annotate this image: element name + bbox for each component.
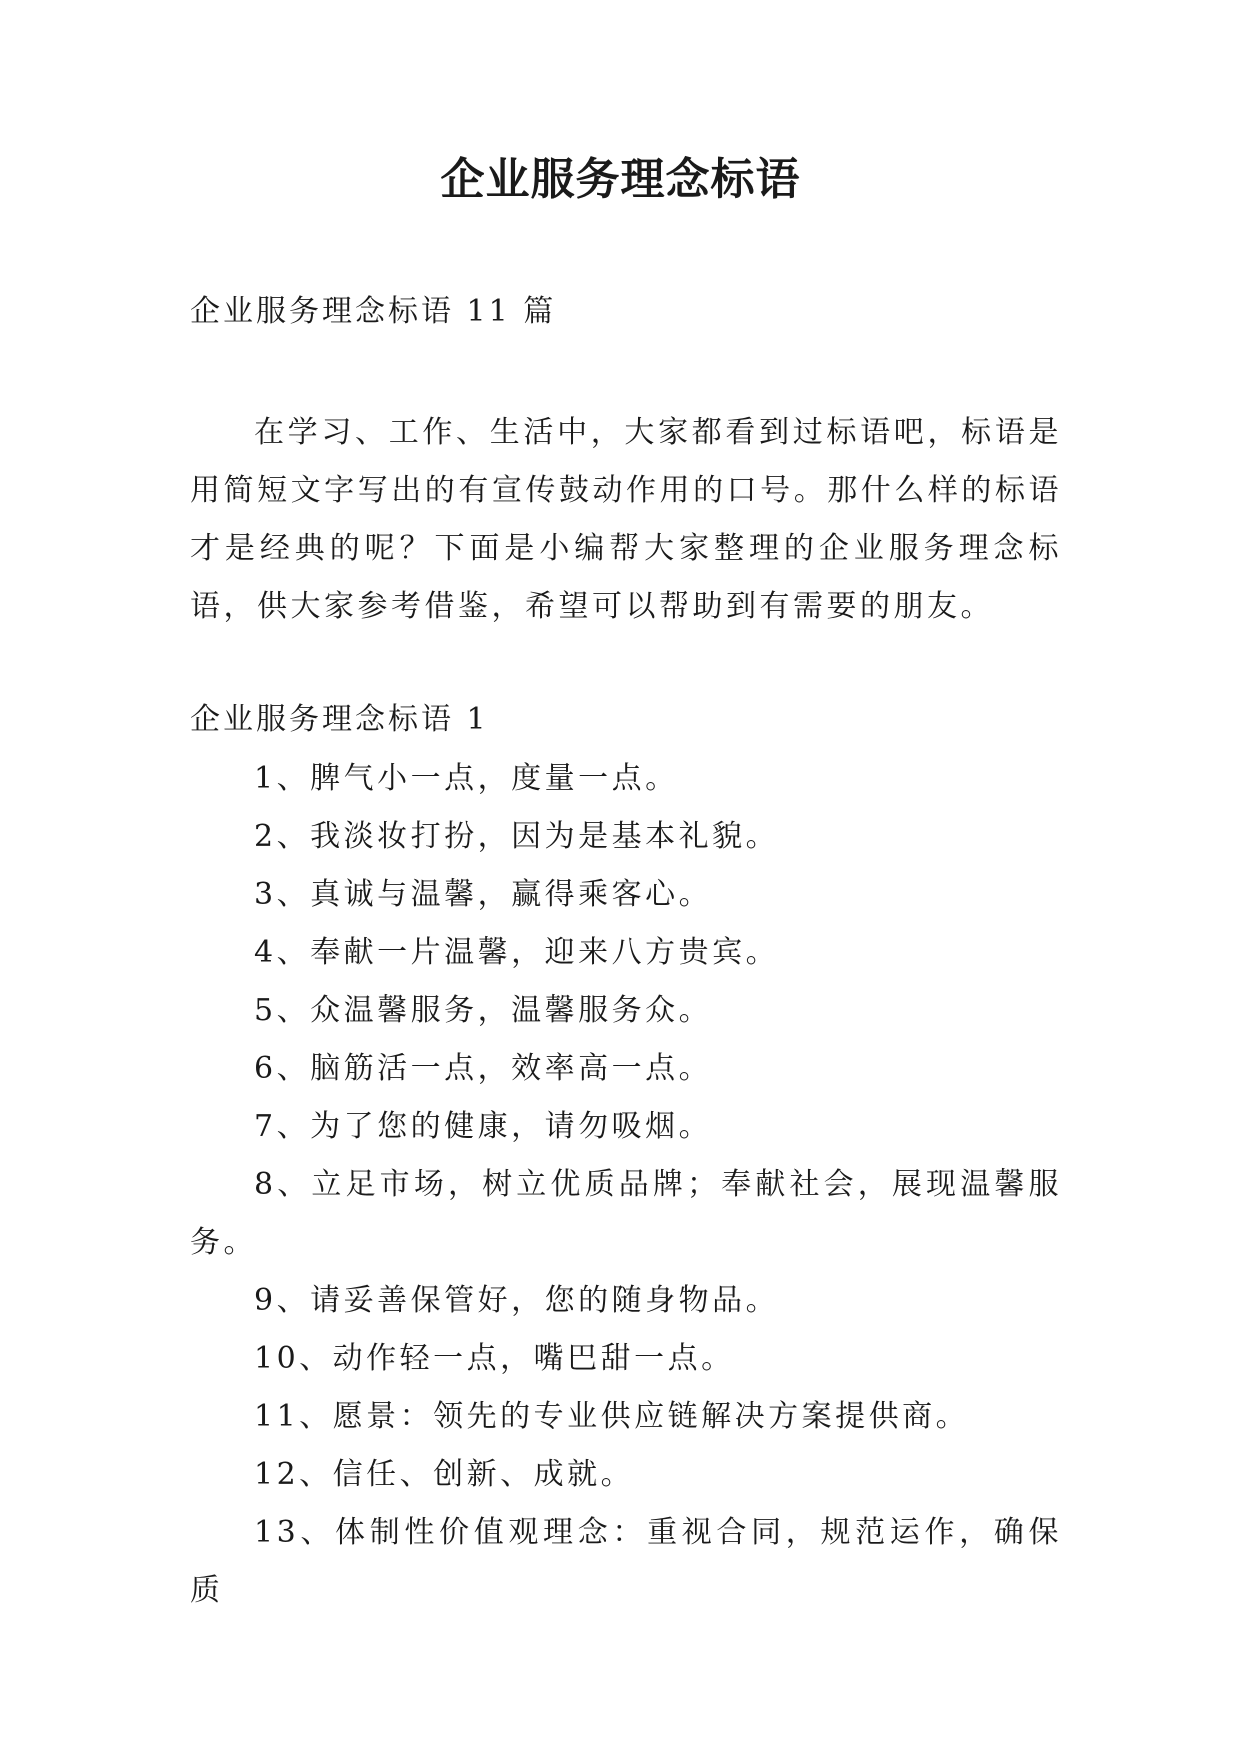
slogan-item: 2、我淡妆打扮，因为是基本礼貌。 [254,819,780,854]
slogan-item: 8、立足市场，树立优质品牌；奉献社会，展现温馨服务。 [190,1167,1062,1260]
document-subtitle: 企业服务理念标语 11 篇 [190,294,557,329]
slogan-list [190,750,1062,1620]
slogan-item: 12、信任、创新、成就。 [254,1457,635,1492]
slogan-item: 11、愿景：领先的专业供应链解决方案提供商。 [254,1399,970,1434]
document-title: 企业服务理念标语 [440,154,801,205]
slogan-item: 4、奉献一片温馨，迎来八方贵宾。 [254,935,780,970]
slogan-item: 1、脾气小一点，度量一点。 [254,761,679,796]
slogan-item: 13、体制性价值观理念：重视合同，规范运作，确保质 [190,1515,1062,1608]
intro-paragraph: 在学习、工作、生活中，大家都看到过标语吧，标语是用简短文字写出的有宣传鼓动作用的口号。那什么样的标语才是经典的呢？下面是小编帮大家整理的企业服务理念标语，供大家参考借鉴，希望可以帮助到有需要的朋友。 [190,415,1062,624]
slogan-item: 5、众温馨服务，温馨服务众。 [254,993,713,1028]
slogan-item: 10、动作轻一点，嘴巴甜一点。 [254,1341,735,1376]
section-title: 企业服务理念标语 1 [190,702,489,737]
slogan-item: 6、脑筋活一点，效率高一点。 [254,1051,713,1086]
slogan-item: 9、请妥善保管好，您的随身物品。 [254,1283,780,1318]
slogan-item: 7、为了您的健康，请勿吸烟。 [254,1109,713,1144]
slogan-item: 3、真诚与温馨，赢得乘客心。 [254,877,713,912]
